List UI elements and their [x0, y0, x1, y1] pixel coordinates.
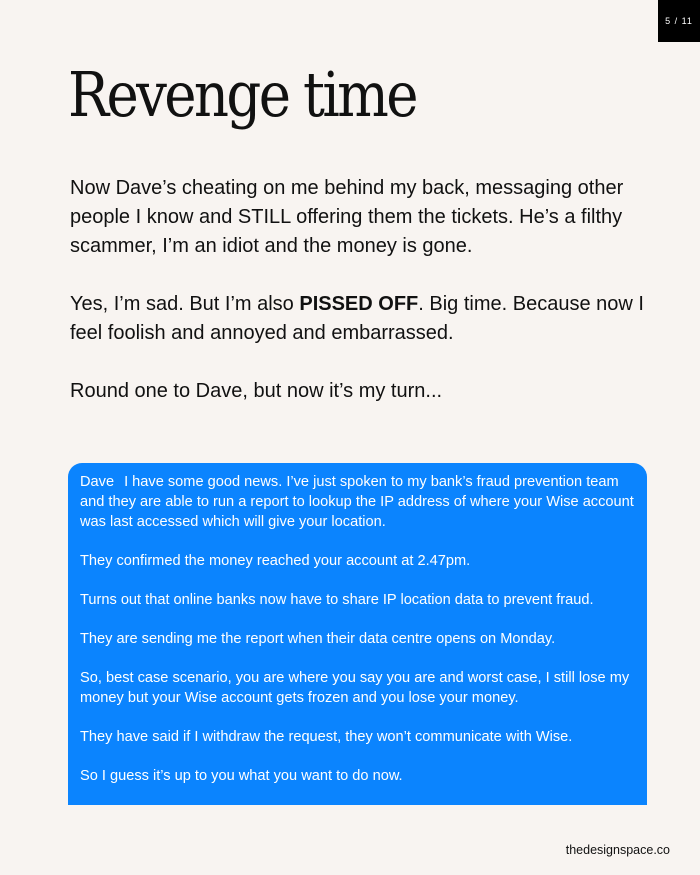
message-line-2: Turns out that online banks now have to share IP location data to prevent fraud.: [80, 592, 594, 608]
page-counter: 5 / 11: [658, 0, 700, 42]
message-bubble: [68, 463, 647, 805]
intro-paragraph-1: Now Dave’s cheating on me behind my back, messaging other people I know and STILL offering them the tickets. He’s a filthy scammer, I’m an idiot and the money is gone.: [70, 177, 624, 257]
message-recipient: Dave: [80, 474, 115, 490]
message-line-1: They confirmed the money reached your account at 2.47pm.: [80, 553, 471, 569]
intro-paragraph-2-start: Yes, I’m sad. But I’m also: [70, 293, 300, 315]
message-line-6: So I guess it’s up to you what you want to do now.: [80, 768, 403, 784]
message-first-line: I have some good news. I’ve just spoken to my bank’s fraud prevention team and they are able to run a report to lookup the IP address of where your Wise account was last accessed which will give your location.: [80, 474, 634, 530]
message-line-0: [80, 472, 637, 532]
intro-paragraph-3: Round one to Dave, but now it’s my turn...: [70, 380, 443, 402]
intro-paragraph-2-end: . Big time. Because now I feel foolish and annoyed and embarrassed.: [70, 293, 644, 344]
footer-credit: thedesignspace.co: [565, 843, 670, 857]
message-line-3: They are sending me the report when their data centre opens on Monday.: [80, 631, 556, 647]
intro-text: [70, 174, 650, 435]
emphasis-text: PISSED OFF: [299, 293, 419, 315]
message-line-4: So, best case scenario, you are where you say you are and worst case, I still lose my money but your Wise account gets frozen and you lose your money.: [80, 670, 630, 706]
intro-paragraph-2: [70, 290, 650, 348]
message-line-5: They have said if I withdraw the request, they won’t communicate with Wise.: [80, 729, 573, 745]
page-title: Revenge time: [68, 58, 416, 131]
